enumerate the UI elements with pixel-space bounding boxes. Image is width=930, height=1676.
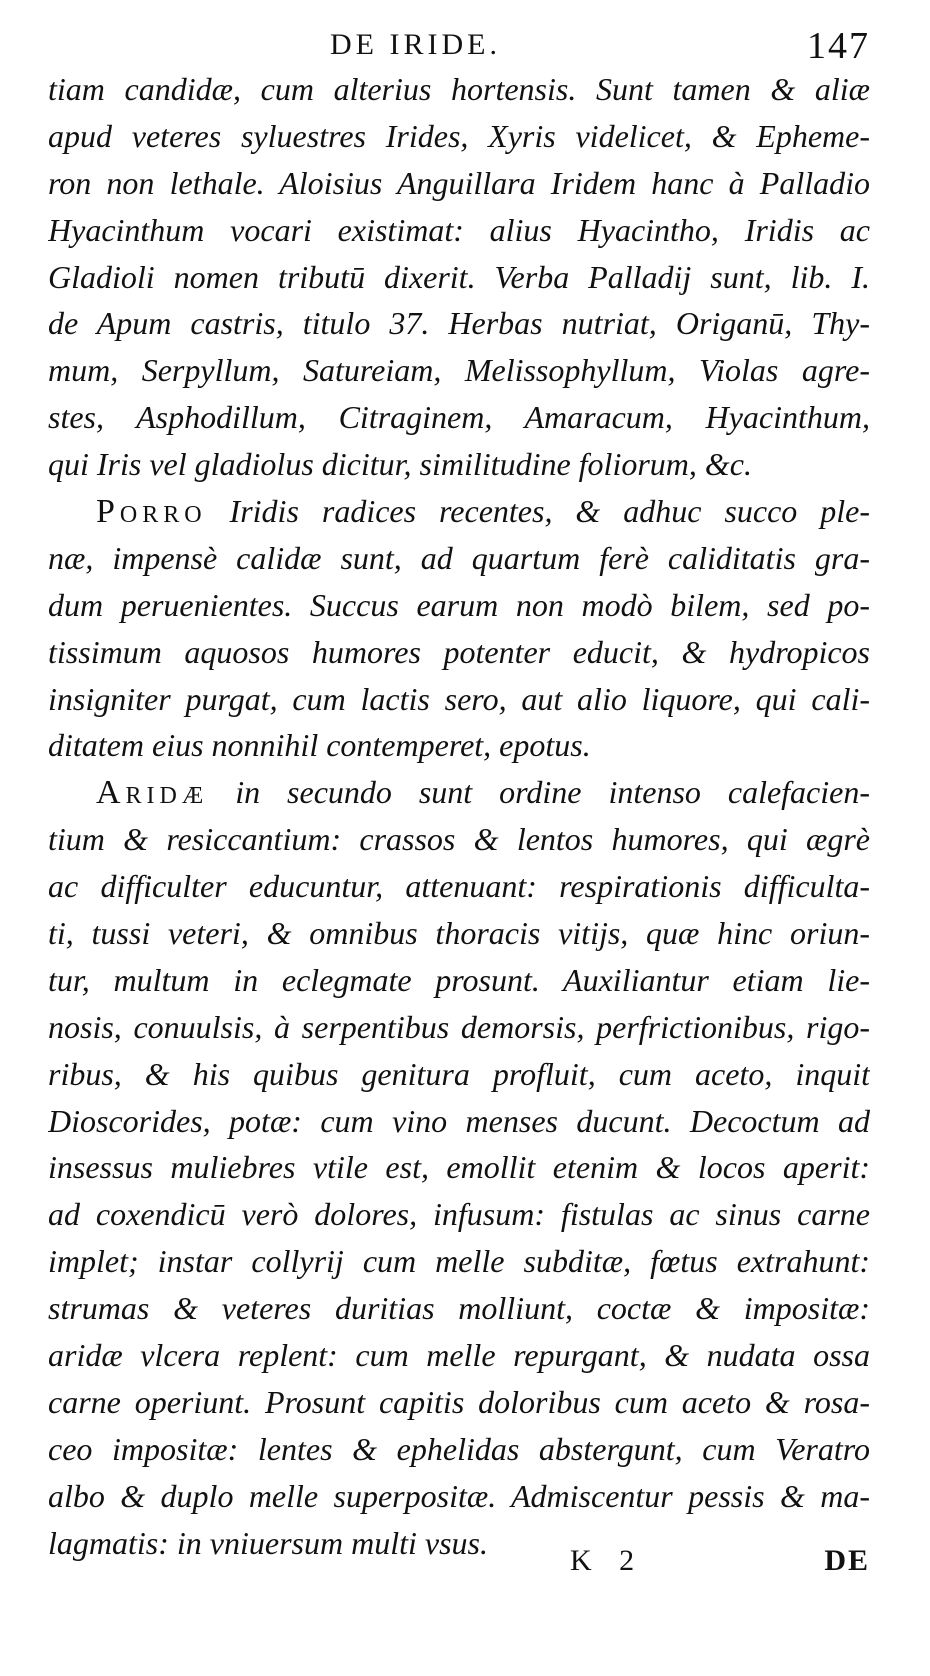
text-line: ribus, & his quibus genitura profluit, cum aceto, inquit (48, 1055, 870, 1092)
text-line: dum peruenientes. Succus earum non modò bilem, sed po- (48, 586, 870, 623)
page-number: 147 (807, 25, 870, 67)
text-line: Dioscorides, potæ: cum vino menses ducunt. Decoctum ad (48, 1102, 870, 1139)
text-line: næ, impensè calidæ sunt, ad quartum ferè caliditatis gra- (48, 539, 870, 576)
catchword: DE (824, 1544, 870, 1577)
text-line: ti, tussi veteri, & omnibus thoracis vitijs, quæ hinc oriun- (48, 915, 870, 952)
lead-word: Aridæ (96, 774, 209, 812)
text-line: tium & resiccantium: crassos & lentos humores, qui ægrè (48, 821, 870, 858)
page-footer (0, 1544, 930, 1588)
text-line: Gladioli nomen tributū dixerit. Verba Palladij sunt, lib. I. (48, 258, 870, 295)
text-line: implet; instar collyrij cum melle subditæ, fœtus extrahunt: (48, 1243, 870, 1280)
text-line: tissimum aquosos humores potenter educit, & hydropicos (48, 633, 870, 670)
signature-mark: K 2 (570, 1544, 645, 1577)
text-line: tiam candidæ, cum alterius hortensis. Sunt tamen & aliæ (48, 71, 870, 107)
text-line: insessus muliebres vtile est, emollit etenim & locos aperit: (48, 1149, 870, 1186)
text-line: insigniter purgat, cum lactis sero, aut alio liquore, qui cali- (48, 680, 870, 717)
text-line: Hyacinthum vocari existimat: alius Hyacintho, Iridis ac (48, 211, 870, 248)
text-line: lagmatis: in vniuersum multi vsus. (48, 1524, 488, 1561)
body-text (48, 66, 870, 1567)
text-line: nosis, conuulsis, à serpentibus demorsis, perfrictionibus, rigo- (48, 1008, 870, 1045)
text-line: aridæ vlcera replent: cum melle repurgant, & nudata ossa (48, 1337, 870, 1374)
text-line: strumas & veteres duritias molliunt, coctæ & impositæ: (48, 1290, 870, 1327)
running-title: DE IRIDE. (330, 28, 501, 61)
text-line: carne operiunt. Prosunt capitis doloribus cum aceto & rosa- (48, 1383, 870, 1420)
text-line: tur, multum in eclegmate prosunt. Auxiliantur etiam lie- (48, 961, 870, 998)
lead-word: Porro (96, 493, 207, 531)
text-line: ceo impositæ: lentes & ephelidas abstergunt, cum Veratro (48, 1430, 870, 1467)
text-line: ditatem eius nonnihil contemperet, epotus. (48, 727, 591, 764)
text-span: Iridis radices recentes, & adhuc succo ple- (206, 493, 870, 530)
text-span: in secundo sunt ordine intenso calefacien- (208, 774, 870, 811)
text-line: ac difficulter educuntur, attenuant: respirationis difficulta- (48, 868, 870, 905)
text-line: qui Iris vel gladiolus dicitur, similitudine foliorum, &c. (48, 446, 752, 483)
paragraph-opening-line (48, 769, 870, 816)
text-line: apud veteres syluestres Irides, Xyris videlicet, & Epheme- (48, 117, 870, 154)
text-line: mum, Serpyllum, Satureiam, Melissophyllum, Violas agre- (48, 352, 870, 389)
paragraph-opening-line (48, 488, 870, 535)
text-line: de Apum castris, titulo 37. Herbas nutriat, Origanū, Thy- (48, 305, 870, 342)
text-line: ron non lethale. Aloisius Anguillara Iridem hanc à Palladio (48, 164, 870, 201)
text-line: albo & duplo melle superpositæ. Admiscentur pessis & ma- (48, 1477, 870, 1514)
text-line: ad coxendicū verò dolores, infusum: fistulas ac sinus carne (48, 1196, 870, 1233)
running-head (0, 22, 930, 68)
text-line: stes, Asphodillum, Citraginem, Amaracum, Hyacinthum, (48, 399, 870, 436)
